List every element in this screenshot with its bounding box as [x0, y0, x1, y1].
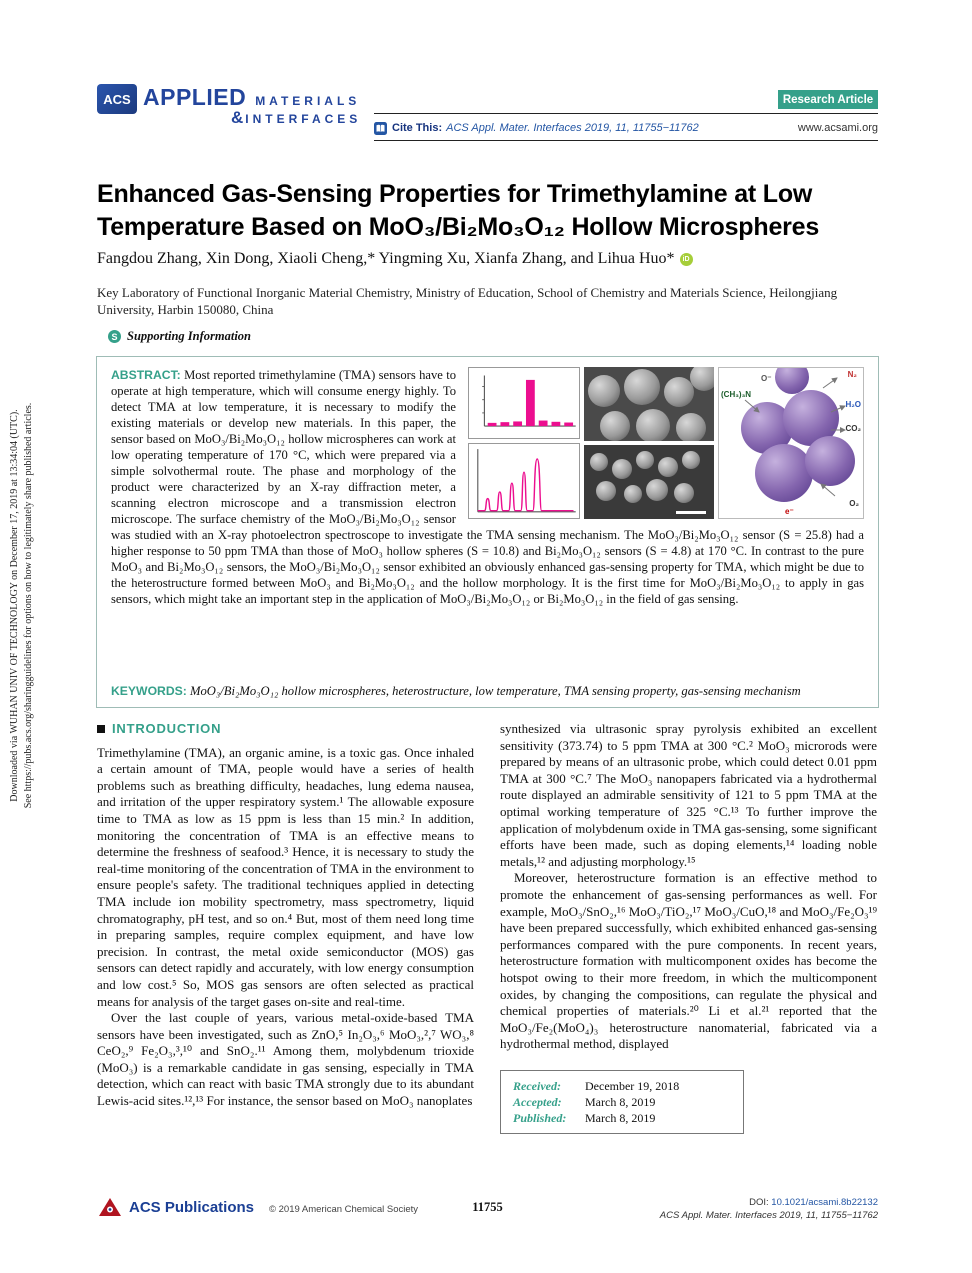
download-watermark: [8, 318, 35, 893]
introduction-heading: [97, 721, 474, 738]
logo-materials-text: MATERIALS: [255, 94, 361, 108]
publication-dates-box: [500, 1070, 744, 1134]
article-title: Enhanced Gas-Sensing Properties for Trimethylamine at Low Temperature Based on MoO₃/Bi₂Mo₃O₁₂ Hollow Microspheres: [97, 180, 820, 241]
doi-block: [660, 1196, 878, 1222]
received-date: December 19, 2018: [585, 1078, 680, 1093]
page-footer: [97, 1192, 878, 1236]
keywords-text: MoO₃/Bi₂Mo₃O₁₂ hollow microspheres, heterostructure, low temperature, TMA sensing property, gas-sensing mechanism: [190, 684, 801, 698]
sem-image-top: [584, 367, 714, 441]
watermark-line2: See https://pubs.acs.org/sharingguidelines for options on how to legitimately share published articles.: [22, 402, 34, 809]
abstract-body-text: Most reported trimethylamine (TMA) sensors have to operate at high temperature, which will consume energy highly. To detect TMA at low temperature, it is necessary to modify the existing materials or develop new materials. In this paper, the sensor based on MoO₃/Bi₂Mo₃O₁₂ hollow microspheres can work at low operating temperature of 170 °C, which were prepared via a simple solvothermal route. The phase and morphology of the product were characterized by an X-ray diffraction meter, a scanning electron microscope and a transmission electron microscope. The surface chemistry of the MoO₃/Bi₂Mo₃O₁₂ sensor was studied with an X-ray photoelectron spectroscope to investigate the TMA sensing mechanism. The MoO₃/Bi₂Mo₃O₁₂ sensor (S = 25.8) had a higher response to 50 ppm TMA than those of MoO₃ hollow spheres (S = 10.8) and Bi₂Mo₃O₁₂ sensors (S = 4.8) at 170 °C. In contrast to the pure MoO₃ and Bi₂Mo₃O₁₂ sensors, the MoO₃/Bi₂Mo₃O₁₂ sensor exhibited an obviously enhanced gas-sensing property for TMA, which might be due to the heterostructure formed between MoO₃ and Bi₂Mo₃O₁₂ and the hollow morphology. It is the first time for MoO₃/Bi₂Mo₃O₁₂ to apply in gas sensors, which might take an important step in the application of MoO₃/Bi₂Mo₃O₁₂ or Bi₂Mo₃O₁₂ in the field of gas sensing.: [111, 368, 864, 606]
keywords-row: [111, 683, 864, 699]
mechanism-diagram: [718, 367, 864, 519]
footer-citation: ACS Appl. Mater. Interfaces 2019, 11, 11755−11762: [659, 1210, 878, 1221]
acs-publications-icon: [97, 1196, 123, 1218]
logo-ampersand: &: [231, 108, 244, 127]
cite-this-label: Cite This:: [392, 122, 443, 134]
header-rule-bottom: [374, 140, 878, 141]
left-column: [97, 716, 474, 1134]
selectivity-chart: [468, 367, 580, 439]
doi-label: DOI:: [749, 1197, 769, 1208]
sem-image-bottom: [584, 445, 714, 519]
introduction-heading-text: INTRODUCTION: [112, 721, 222, 736]
response-curve-chart: [468, 443, 580, 519]
logo-interfaces-text: INTERFACES: [245, 112, 362, 126]
co2-label: CO₂: [845, 424, 861, 433]
accepted-date: March 8, 2019: [585, 1094, 656, 1109]
affiliation: Key Laboratory of Functional Inorganic Material Chemistry, Ministry of Education, School of Chemistry and Materials Science, Heilongjiang University, Harbin 150080, China: [97, 285, 838, 317]
n2-label: N₂: [847, 370, 857, 379]
journal-logo: [97, 84, 361, 128]
cite-row: [374, 118, 878, 138]
copyright-text: © 2019 American Chemical Society: [269, 1204, 419, 1215]
tma-molecule-label: (CH₃)₃N: [721, 390, 752, 399]
orcid-icon[interactable]: iD: [680, 253, 693, 266]
journal-website-link[interactable]: www.acsami.org: [797, 122, 878, 134]
h2o-label: H₂O: [845, 400, 861, 409]
page-number: 11755: [472, 1200, 503, 1214]
o2-label: O₂: [849, 499, 859, 508]
watermark-line1: Downloaded via WUHAN UNIV OF TECHNOLOGY on December 17, 2019 at 13:34:04 (UTC).: [9, 409, 20, 802]
abstract-label: ABSTRACT:: [111, 368, 181, 382]
supporting-info-icon: S: [108, 330, 121, 343]
intro-paragraph-4: Moreover, heterostructure formation is an effective method to promote the enhancement of gas-sensing performances as well. For example, MoO₃/SnO₂,¹⁶ MoO₃/TiO₂,¹⁷ MoO₃/CuO,¹⁸ and MoO₃/Fe₂O₃¹⁹ have been prepared successfully, which exhibited enhanced gas-sensing performances compared with the pure components. In recent years, heterostructure formation with multicomponent oxides has become the hotspot owing to their more freedom, in which the multicomponent oxides, by changing the compositions, can regulate the physical and chemical properties of materials.²⁰ Li et al.²¹ reported that the MoO₃/Fe₂(MoO₄)₃ heterostructure nanomaterial, fabricated via a hydrothermal method, displayed: [500, 870, 877, 1052]
header-rule-top: [374, 113, 878, 114]
supporting-information-link[interactable]: [108, 329, 251, 344]
right-column: [500, 716, 877, 1134]
graphical-abstract: [468, 367, 864, 519]
article-body: [97, 716, 878, 1134]
intro-paragraph-1: Trimethylamine (TMA), an organic amine, is a toxic gas. Once inhaled a certain amount of TMA, people would have a series of health problems such as breathing difficulty, headaches, lung edema nausea, and irritation of the upper respiratory system.¹ The allowable exposure time to TMA as low as 15 ppm is less than 15 min.² In addition, monitoring the concentration of TMA is an effective means to determine the freshness of seafood.³ Hence, it is necessary to study the real-time monitoring of the concentration of TMA in the environment to ensure people's safety. The traditional techniques applied in detecting TMA include ion mobility spectrometry, mass spectrometry, liquid chromatography, pH test, and so on.⁴ But, most of them need long time in preparing samples, require complex equipment, and have low precision. In contrast, the metal oxide semiconductor (MOS) gas sensors can detect rapidly and accurately, with low energy consumption and low cost.⁵ So, MOS gas sensors are often selected as practical means for analysis of the target gases on-site and real-time.: [97, 744, 474, 1009]
selectivity-bars: [488, 380, 573, 426]
electron-label: e⁻: [785, 507, 794, 516]
logo-applied-text: APPLIED: [143, 84, 247, 110]
keywords-label: KEYWORDS:: [111, 684, 187, 698]
author-list: [97, 250, 878, 268]
oxygen-ion-label: O⁻: [761, 374, 772, 383]
intro-paragraph-2: Over the last couple of years, various metal-oxide-based TMA sensors have been investigated, such as ZnO,⁵ In₂O₃,⁶ MoO₃,²,⁷ WO₃,⁸ CeO₂,⁹ Fe₂O₃,³,¹⁰ and SnO₂.¹¹ Among them, molybdenum trioxide (MoO₃) is a remarkable candidate in gas sensing, especially in TMA detection, which can react with basic TMA strongly due to its abundant Lewis-acid sites.¹²,¹³ For instance, the sensor based on MoO₃ nanoplates: [97, 1010, 474, 1109]
received-label: Received:: [513, 1078, 561, 1093]
section-square-icon: [97, 725, 105, 733]
acs-logo-mark: ACS: [97, 84, 137, 114]
supporting-info-label: Supporting Information: [127, 329, 252, 343]
accepted-label: Accepted:: [513, 1094, 562, 1109]
research-article-badge: Research Article: [778, 90, 878, 109]
acs-publications-logo: [97, 1196, 254, 1218]
acs-publications-text: ACS Publications: [129, 1198, 255, 1216]
sem-scale-bar: [676, 511, 706, 514]
journal-logo-text: [143, 84, 361, 128]
published-date: March 8, 2019: [585, 1110, 656, 1125]
published-label: Published:: [513, 1110, 567, 1125]
doi-link[interactable]: 10.1021/acsami.8b22132: [771, 1197, 878, 1208]
intro-paragraph-3: synthesized via ultrasonic spray pyrolysis exhibited an excellent sensitivity (373.74) to 5 ppm TMA at 300 °C.² MoO₃ microrods were prepared by means of an ultrasonic probe, which could detect 0.01 ppm TMA at 300 °C.⁷ The MoO₃ nanopapers fabricated via a hydrothermal route displayed an admirable sensitivity of 121 to 5 ppm TMA at the optimal working temperature of 325 °C.¹³ To further improve the application of molybdenum oxide in TMA gas-sensing, some significant efforts have been made, such as doping elements,¹⁴ loading noble metals,¹² and adjusting morphology.¹⁵: [500, 721, 877, 869]
abstract-box: [96, 356, 879, 708]
cite-this-icon: [374, 122, 387, 135]
author-names: Fangdou Zhang, Xin Dong, Xiaoli Cheng,* Yingming Xu, Xianfa Zhang, and Lihua Huo*: [97, 250, 675, 267]
cite-this-reference[interactable]: ACS Appl. Mater. Interfaces 2019, 11, 11755−11762: [446, 122, 699, 134]
